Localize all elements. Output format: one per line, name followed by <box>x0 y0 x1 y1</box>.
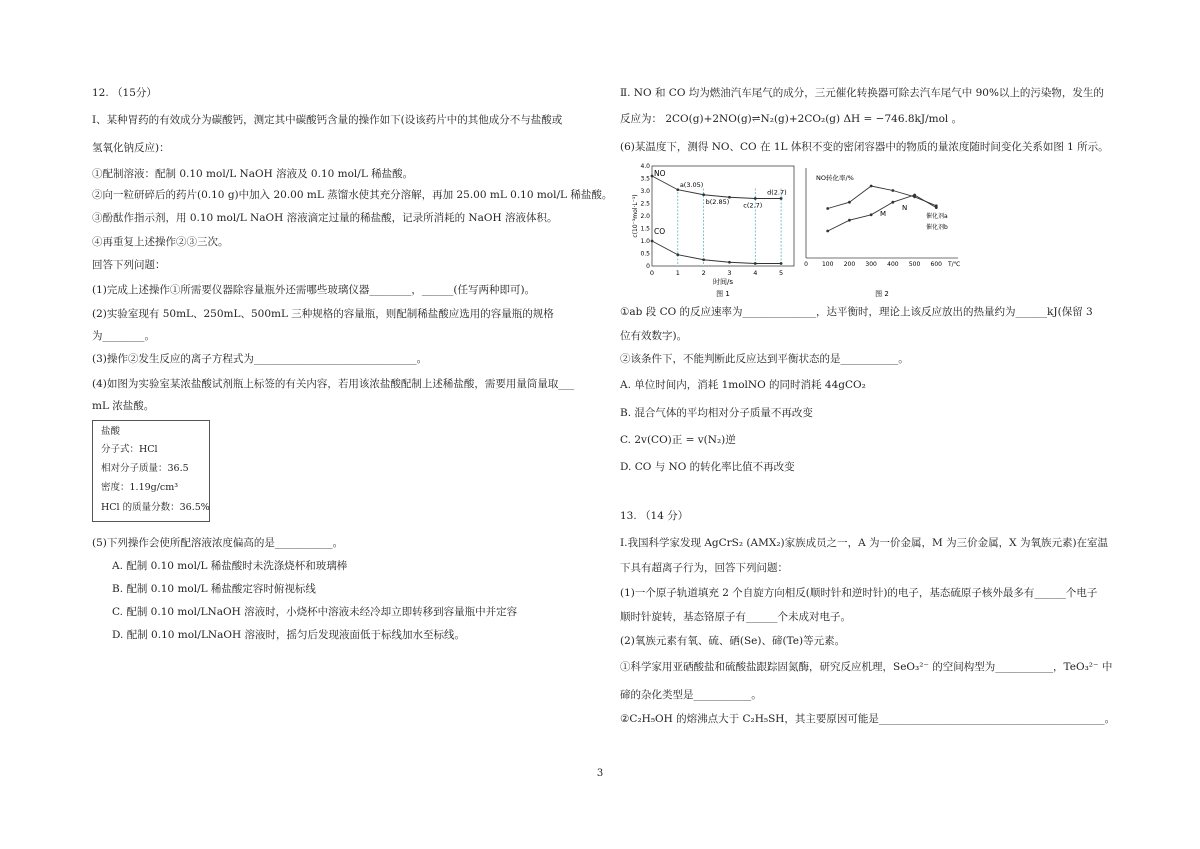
figure-2-chart <box>798 158 964 298</box>
q6-sub2: ②该条件下，不能判断此反应达到平衡状态的是___________。 <box>620 353 909 365</box>
fig1-y-tick-label: 1.5 <box>640 225 650 233</box>
fig1-x-tick-label: 3 <box>727 269 732 277</box>
fig1-data-point <box>702 193 705 196</box>
fig1-data-point <box>780 197 783 200</box>
fig1-annotation-b: b(2.85) <box>705 197 730 206</box>
fig1-data-point <box>754 197 757 200</box>
fig1-data-point <box>754 262 757 265</box>
fig2-x-ticks <box>804 261 942 268</box>
fig2-data-point <box>870 213 873 216</box>
fig1-frame <box>652 166 794 266</box>
q12-sub4-line2: mL 浓盐酸。 <box>92 400 155 412</box>
answer-prompt: 回答下列问题： <box>92 259 166 271</box>
fig2-x-axis-label: T/℃ <box>948 261 961 268</box>
fig1-data-point <box>676 188 679 191</box>
fig1-co-label: CO <box>654 227 666 236</box>
fig1-y-axis-label: c(10⁻³mol·L⁻¹) <box>632 194 639 238</box>
q6-option-a: A. 单位时间内，消耗 1molNO 的同时消耗 44gCO₂ <box>620 379 866 391</box>
fig1-data-point <box>728 261 731 264</box>
fig2-x-tick-label: 100 <box>821 261 834 268</box>
q6-option-b: B. 混合气体的平均相对分子质量不再改变 <box>620 407 813 419</box>
q12-step4: ④再重复上述操作②③三次。 <box>92 236 229 248</box>
q13-sub2-1-line2: 碲的杂化类型是___________。 <box>620 689 762 701</box>
fig1-y-tick-label: 2.5 <box>640 200 650 208</box>
fig1-y-ticks <box>640 163 650 270</box>
q6-sub1-line1: ①ab 段 CO 的反应速率为______________，达平衡时，理论上该反应放出的热量约为______kJ(保留 3 <box>620 306 1093 318</box>
q12-sub5-option-d: D. 配制 0.10 mol/LNaOH 溶液时，摇匀后发现液面低于标线加水至标线。 <box>112 629 465 641</box>
fig1-y-tick-label: 0.5 <box>640 250 650 258</box>
fig2-data-point <box>891 201 894 204</box>
q6-sub1-line2: 位有效数字)。 <box>620 330 688 342</box>
fig2-legend-a: 催化剂a <box>926 213 948 220</box>
fig2-legend-b: 催化剂b <box>926 224 948 231</box>
q12-intro-line1: Ⅰ、某种胃药的有效成分为碳酸钙，测定其中碳酸钙含量的操作如下(设该药片中的其他成分不与盐酸或 <box>92 114 563 126</box>
fig1-x-axis-label: 时间/s <box>712 278 734 286</box>
label-fraction: HCl 的质量分数：36.5% <box>101 502 210 513</box>
q6-prompt: (6)某温度下，测得 NO、CO 在 1L 体积不变的密闭容器中的物质的量浓度随时间变化关系如图 1 所示。 <box>620 141 1109 153</box>
fig1-caption: 图 1 <box>716 290 730 298</box>
q12-sub2-line1: (2)实验室现有 50mL、250mL、500mL 三种规格的容量瓶，则配制稀盐酸应选用的容量瓶的规格 <box>92 308 554 320</box>
fig2-x-tick-label: 300 <box>865 261 877 268</box>
fig2-point-n: N <box>902 204 908 212</box>
q12-sub1: (1)完成上述操作①所需要仪器除容量瓶外还需哪些玻璃仪器________，______(任写两种即可)。 <box>92 284 536 296</box>
fig1-no-series <box>652 176 781 199</box>
fig2-data-point <box>826 207 829 210</box>
q12-sub5-option-a: A. 配制 0.10 mol/L 稀盐酸时未洗涤烧杯和玻璃棒 <box>112 560 348 572</box>
q12-intro-line2: 氢氧化钠反应)： <box>92 142 170 154</box>
fig1-x-ticks <box>650 269 783 277</box>
label-density: 密度：1.19g/cm³ <box>101 482 179 493</box>
fig2-caption: 图 2 <box>875 290 889 298</box>
figure-1-chart <box>628 158 798 298</box>
fig1-x-tick-label: 1 <box>675 269 680 277</box>
fig1-guides <box>678 189 781 267</box>
fig2-data-point <box>891 189 894 192</box>
fig1-no-label: NO <box>654 169 666 178</box>
fig1-x-tick-label: 5 <box>779 269 784 277</box>
fig1-annotation-d: d(2.7) <box>767 188 787 197</box>
fig2-x-tick-label: 400 <box>887 261 899 268</box>
part2-line1: Ⅱ. NO 和 CO 均为燃油汽车尾气的成分，三元催化转换器可除去汽车尾气中 90%以上的污染物，发生的 <box>620 87 1104 99</box>
fig1-data-point <box>702 258 705 261</box>
part2-line2: 反应为： 2CO(g)+2NO(g)⇌N₂(g)+2CO₂(g) ΔH = −746.8kJ/mol 。 <box>620 113 963 125</box>
fig1-y-tick-label: 3.5 <box>640 175 650 183</box>
fig1-y-tick-label: 4.0 <box>640 163 650 170</box>
fig1-y-tick-label: 1.0 <box>640 238 650 245</box>
fig1-data-point <box>651 240 654 243</box>
q13-title: 13. （14 分） <box>620 510 689 522</box>
fig1-y-tick-label: 3.0 <box>640 188 650 195</box>
q12-step2: ②向一粒研碎后的药片(0.10 g)中加入 20.00 mL 蒸馏水使其充分溶解，再加 25.00 mL 0.10 mol/L 稀盐酸。 <box>92 189 613 201</box>
q13-intro-line2: 下具有超离子行为，回答下列问题： <box>620 562 788 574</box>
fig2-data-point <box>870 185 873 188</box>
fig2-x-tick-label: 200 <box>843 261 856 268</box>
fig1-y-tick-label: 0 <box>646 263 650 270</box>
fig2-data-point <box>826 230 829 233</box>
q12-title: 12. （15分） <box>92 87 157 99</box>
q12-sub5: (5)下列操作会使所配溶液浓度偏高的是___________。 <box>92 537 344 549</box>
label-title: 盐酸 <box>101 426 121 437</box>
q13-sub2-2: ②C₂H₅OH 的熔沸点大于 C₂H₅SH，其主要原因可能是___________________________________________。 <box>620 713 1116 725</box>
q6-option-d: D. CO 与 NO 的转化率比值不再改变 <box>620 461 795 473</box>
fig1-x-tick-label: 2 <box>701 269 706 277</box>
fig1-x-tick-label: 0 <box>649 269 655 277</box>
reagent-label <box>92 420 210 522</box>
q12-sub4-line1: (4)如图为实验室某浓盐酸试剂瓶上标签的有关内容，若用该浓盐酸配制上述稀盐酸，需要用量筒量取___ <box>92 378 575 390</box>
q6-option-c: C. 2v(CO)正 = v(N₂)逆 <box>620 434 736 446</box>
fig2-series-a <box>828 186 937 209</box>
fig1-y-tick-label: 2.0 <box>640 213 650 220</box>
q12-step1: ①配制溶液：配制 0.10 mol/L NaOH 溶液及 0.10 mol/L 稀盐酸。 <box>92 168 414 180</box>
q13-sub1-line2: 顺时针旋转，基态铬原子有______个未成对电子。 <box>620 611 851 623</box>
fig1-data-point <box>780 262 783 265</box>
q12-sub5-option-b: B. 配制 0.10 mol/L 稀盐酸定容时俯视标线 <box>112 583 316 595</box>
q12-step3: ③酚酞作指示剂，用 0.10 mol/L NaOH 溶液滴定过量的稀盐酸，记录所消耗的 NaOH 溶液体积。 <box>92 212 558 224</box>
q13-sub1-line1: (1)一个原子轨道填充 2 个自旋方向相反(顺时针和逆时针)的电子，基态硫原子核外最多有______个电子 <box>620 587 1098 599</box>
fig1-data-point <box>651 175 654 178</box>
fig1-annotation-c: c(2.7) <box>743 201 763 210</box>
page-number: 3 <box>596 768 604 779</box>
q13-sub2-1-line1: ①科学家用亚硒酸盐和硫酸盐跟踪固氮酶，研究反应机理，SeO₃²⁻ 的空间构型为___________，TeO₃²⁻ 中 <box>620 661 1113 673</box>
q13-sub2: (2)氧族元素有氧、硫、硒(Se)、碲(Te)等元素。 <box>620 635 846 647</box>
q13-intro-line1: Ⅰ.我国科学家发现 AgCrS₂ (AMX₂)家族成员之一，A 为一价金属，M 为三价金属，X 为氧族元素)在室温 <box>620 537 1109 549</box>
fig1-co-series <box>652 241 781 264</box>
label-formula: 分子式：HCl <box>101 444 158 455</box>
fig2-data-point <box>848 201 851 204</box>
fig2-title: NO转化率/% <box>816 174 854 182</box>
fig2-point-m: M <box>880 210 887 218</box>
fig2-data-point <box>913 194 916 197</box>
fig2-x-tick-label: 0 <box>804 261 808 268</box>
fig1-x-tick-label: 4 <box>753 269 758 277</box>
q12-sub5-option-c: C. 配制 0.10 mol/LNaOH 溶液时，小烧杯中溶液未经冷却立即转移到容量瓶中并定容 <box>112 606 518 618</box>
q12-sub3: (3)操作②发生反应的离子方程式为_______________________________。 <box>92 353 428 365</box>
fig2-data-point <box>848 219 851 222</box>
fig1-annotation-a: a(3.05) <box>679 180 704 189</box>
q12-sub2-line2: 为________。 <box>92 330 155 342</box>
fig1-points <box>651 175 783 265</box>
fig1-data-point <box>676 253 679 256</box>
label-mass: 相对分子质量：36.5 <box>101 463 189 474</box>
fig2-x-tick-label: 500 <box>908 261 921 268</box>
fig2-data-point <box>935 206 938 209</box>
fig2-x-tick-label: 600 <box>930 261 943 268</box>
